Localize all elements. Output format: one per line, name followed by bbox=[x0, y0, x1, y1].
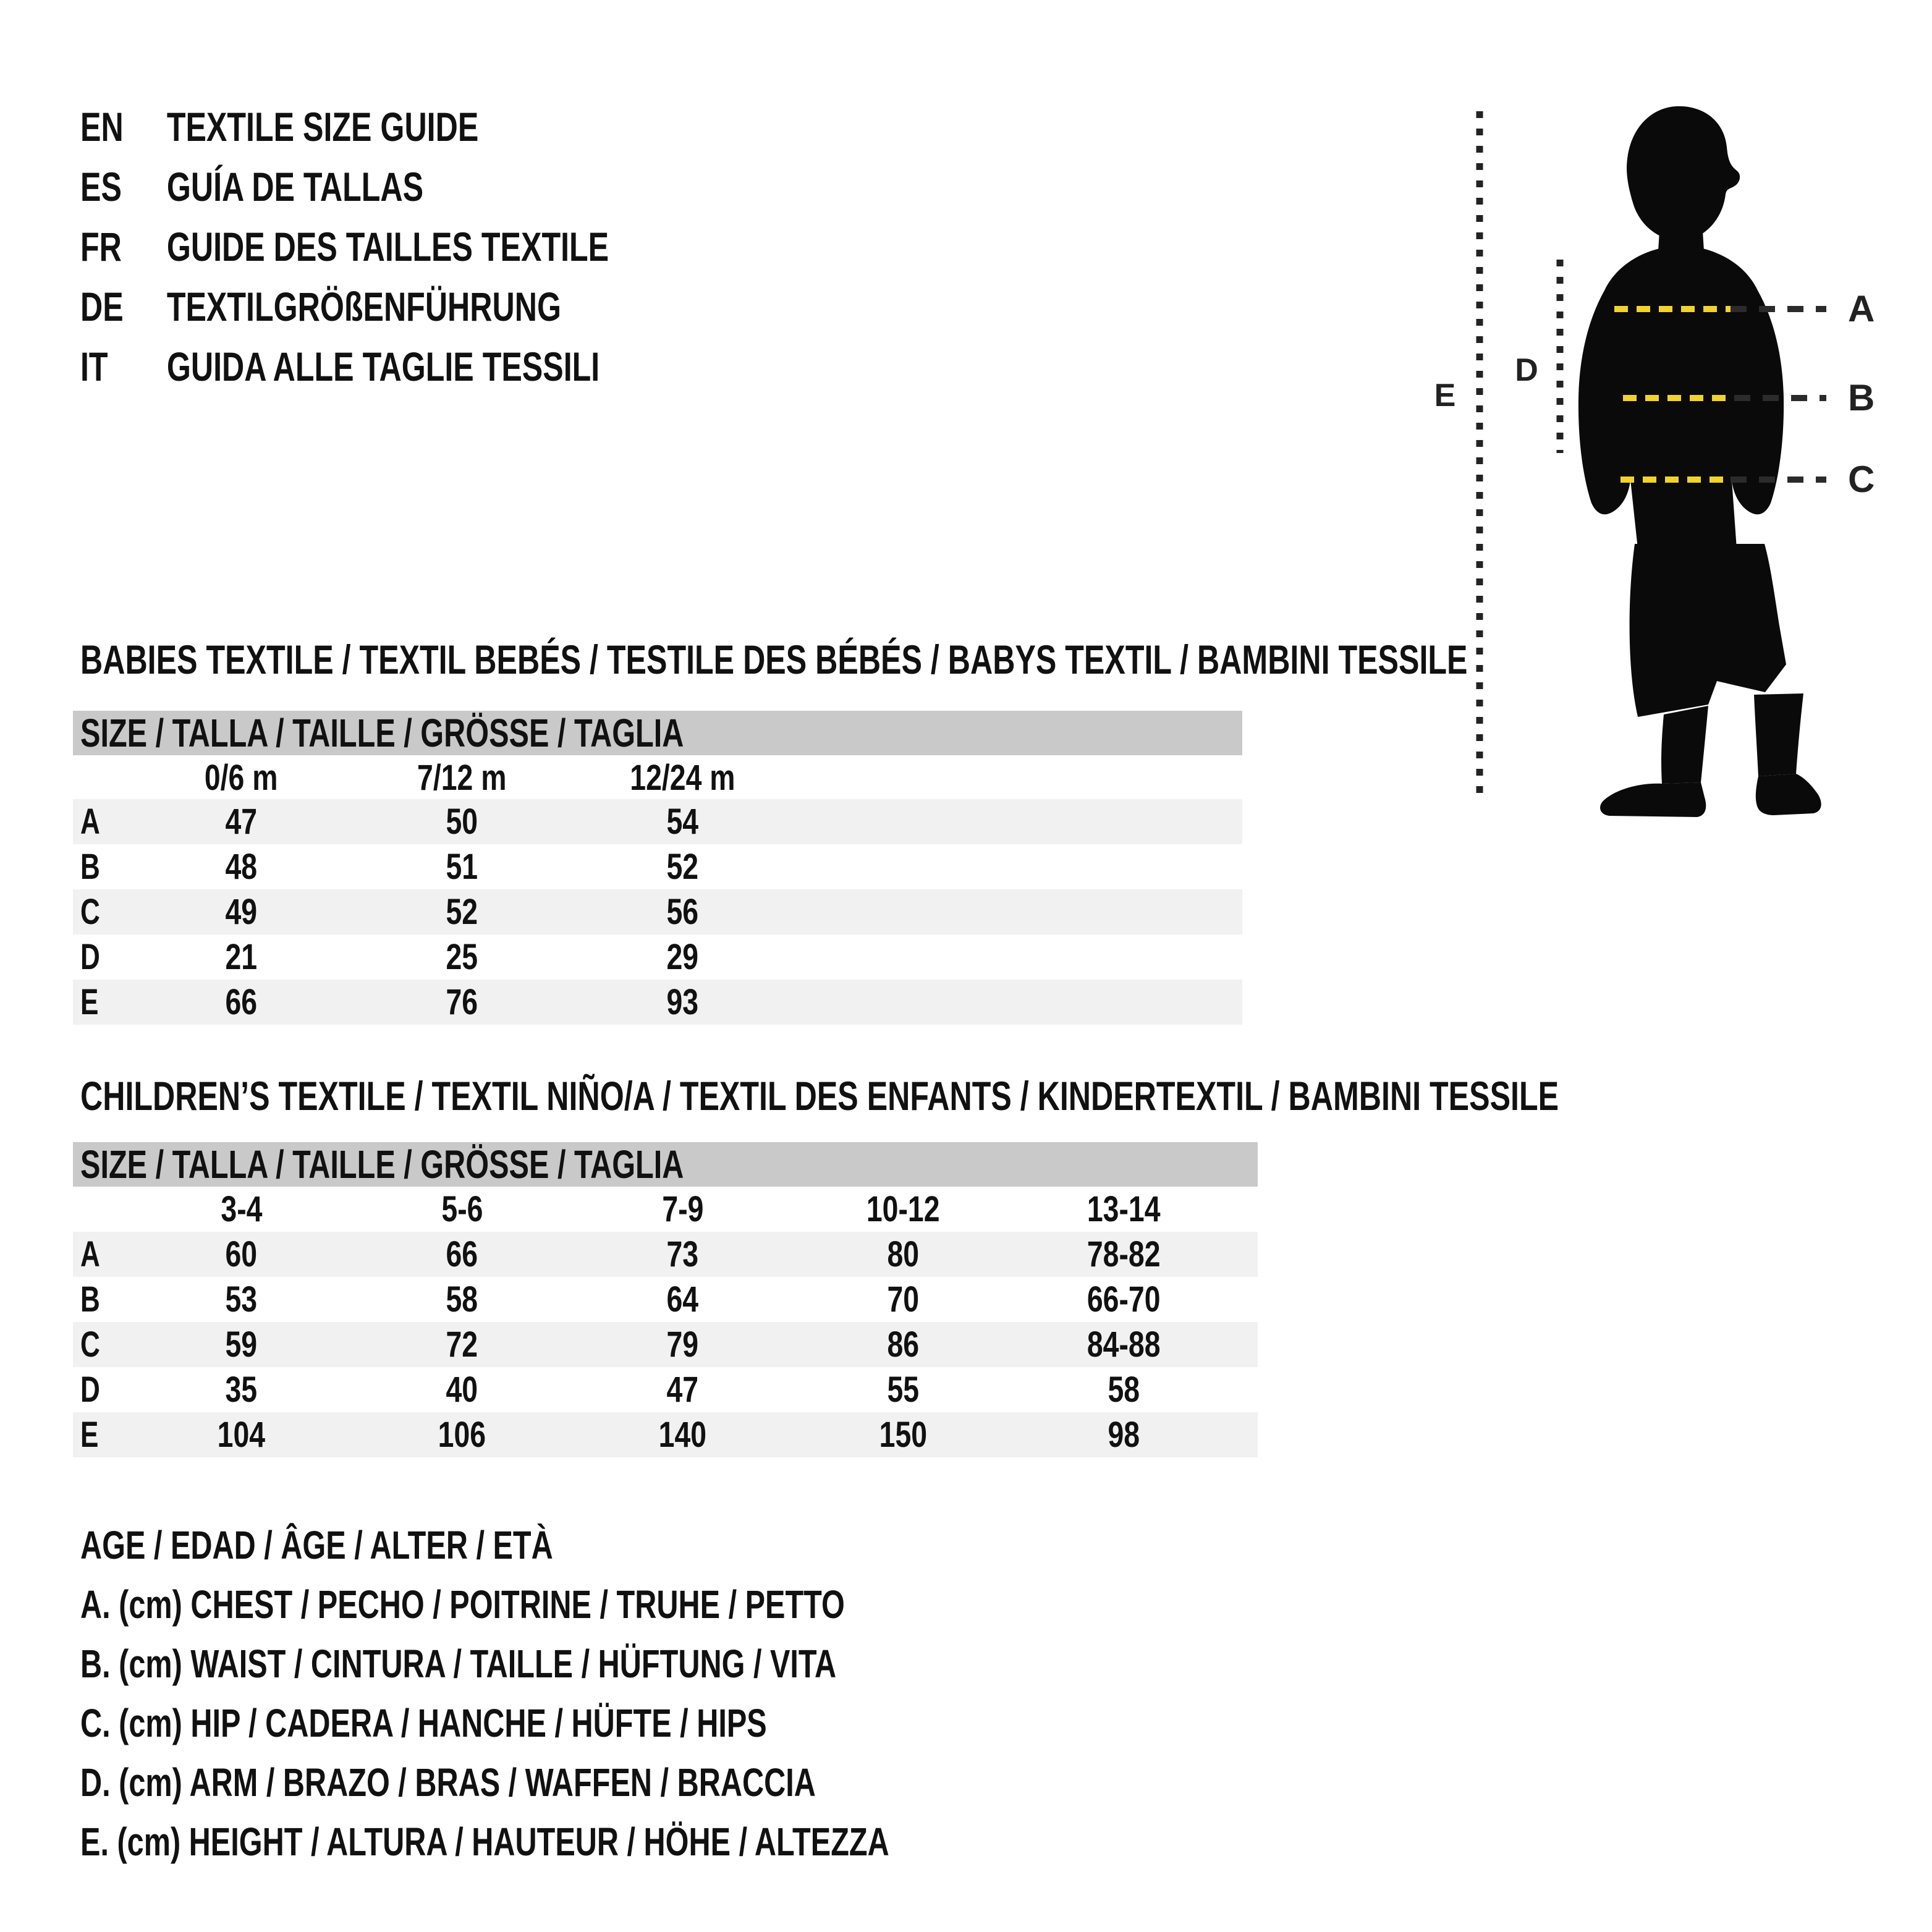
legend-waist-text: B. (cm) WAIST / CINTURA / TAILLE / HÜFTUNG / VITA bbox=[80, 1642, 837, 1686]
babies-heading-text: BABIES TEXTILE / TEXTIL BEBÉS / TESTILE DES BÉBÉS / BABYS TEXTIL / BAMBINI TESSILE bbox=[80, 637, 1468, 682]
language-code: FR bbox=[80, 223, 122, 269]
row-label-text: A bbox=[80, 802, 100, 842]
table-cell bbox=[572, 1369, 793, 1410]
table-cell bbox=[572, 1279, 793, 1320]
legend-chest-text: A. (cm) CHEST / PECHO / POITRINE / TRUHE / PETTO bbox=[80, 1582, 845, 1627]
babies-size-header-bar bbox=[73, 711, 1242, 755]
cell-value: 25 bbox=[446, 937, 478, 977]
cell-value: 52 bbox=[446, 892, 478, 932]
arm-label: D bbox=[1515, 352, 1538, 388]
row-label-text: A bbox=[80, 1234, 100, 1274]
table-row bbox=[73, 844, 1242, 889]
language-row-de bbox=[80, 276, 609, 336]
row-label bbox=[73, 1279, 131, 1320]
babies-column-header bbox=[572, 757, 793, 799]
legend-height bbox=[80, 1812, 1145, 1871]
table-cell bbox=[572, 846, 793, 888]
table-cell bbox=[572, 936, 793, 978]
babies-column-header bbox=[131, 757, 352, 799]
row-label bbox=[73, 891, 131, 933]
cell-value: 47 bbox=[666, 1370, 699, 1410]
table-cell bbox=[1014, 1234, 1234, 1275]
table-cell bbox=[131, 1279, 352, 1320]
table-cell bbox=[131, 801, 352, 842]
children-col-3-4: 3-4 bbox=[220, 1189, 263, 1229]
table-cell bbox=[1014, 1279, 1234, 1320]
table-cell bbox=[131, 981, 352, 1023]
cell-value: 70 bbox=[887, 1279, 920, 1320]
table-cell bbox=[793, 1414, 1014, 1455]
table-row bbox=[73, 1232, 1258, 1277]
cell-value: 35 bbox=[225, 1370, 258, 1410]
row-label-text: C bbox=[80, 1324, 100, 1365]
row-label bbox=[73, 1369, 131, 1410]
cell-value: 104 bbox=[217, 1415, 266, 1455]
silhouette-right-shoe bbox=[1756, 774, 1821, 815]
cell-value: 78-82 bbox=[1087, 1234, 1161, 1274]
table-cell bbox=[352, 1279, 572, 1320]
row-label-text: B bbox=[80, 1279, 100, 1320]
language-code: IT bbox=[80, 343, 108, 389]
language-title: GUÍA DE TALLAS bbox=[166, 163, 424, 210]
table-cell bbox=[793, 1279, 1014, 1320]
cell-value: 84-88 bbox=[1087, 1324, 1161, 1365]
table-cell bbox=[572, 891, 793, 933]
cell-value: 51 bbox=[446, 847, 478, 887]
table-row bbox=[73, 980, 1242, 1025]
table-cell bbox=[572, 1324, 793, 1365]
children-column-header bbox=[352, 1188, 572, 1230]
children-col-7-9: 7-9 bbox=[661, 1189, 704, 1229]
silhouette-left-leg bbox=[1661, 706, 1708, 784]
table-row bbox=[73, 1412, 1258, 1457]
language-title: TEXTILGRÖßENFÜHRUNG bbox=[166, 283, 561, 329]
children-column-header bbox=[572, 1188, 793, 1230]
table-cell bbox=[572, 981, 793, 1023]
children-heading-text: CHILDREN’S TEXTILE / TEXTIL NIÑO/A / TEXTIL DES ENFANTS / KINDERTEXTIL / BAMBINI TESSILE bbox=[80, 1073, 1559, 1119]
children-section-heading bbox=[80, 1074, 1932, 1117]
cell-value: 79 bbox=[666, 1324, 699, 1365]
cell-value: 98 bbox=[1108, 1415, 1140, 1455]
cell-value: 49 bbox=[225, 892, 258, 932]
table-row bbox=[73, 934, 1242, 980]
table-cell bbox=[352, 936, 572, 978]
cell-value: 21 bbox=[225, 937, 258, 977]
table-row bbox=[73, 1367, 1258, 1412]
chest-label: A bbox=[1848, 288, 1875, 329]
cell-value: 52 bbox=[666, 847, 699, 887]
cell-value: 72 bbox=[446, 1324, 478, 1365]
silhouette-torso bbox=[1578, 247, 1784, 559]
legend-arm-text: D. (cm) ARM / BRAZO / BRAS / WAFFEN / BRACCIA bbox=[80, 1760, 816, 1805]
cell-value: 47 bbox=[225, 802, 258, 842]
table-cell bbox=[1014, 1369, 1234, 1410]
table-cell bbox=[352, 1324, 572, 1365]
row-label-text: D bbox=[80, 937, 100, 977]
language-code: ES bbox=[80, 163, 122, 210]
row-label bbox=[73, 936, 131, 978]
silhouette-left-shoe bbox=[1600, 782, 1706, 817]
table-cell bbox=[793, 1324, 1014, 1365]
table-cell bbox=[352, 1414, 572, 1455]
table-cell bbox=[131, 846, 352, 888]
table-cell bbox=[572, 1414, 793, 1455]
children-col-10-12: 10-12 bbox=[866, 1189, 940, 1229]
cell-value: 29 bbox=[666, 937, 699, 977]
cell-value: 58 bbox=[446, 1279, 478, 1320]
table-row bbox=[73, 799, 1242, 844]
table-cell bbox=[131, 1369, 352, 1410]
table-cell bbox=[352, 891, 572, 933]
language-title: GUIDE DES TAILLES TEXTILE bbox=[166, 223, 609, 269]
row-label-text: B bbox=[80, 847, 100, 887]
cell-value: 58 bbox=[1108, 1370, 1140, 1410]
cell-value: 93 bbox=[666, 982, 699, 1022]
cell-value: 64 bbox=[666, 1279, 699, 1320]
silhouette-right-leg bbox=[1754, 693, 1803, 776]
table-cell bbox=[572, 1234, 793, 1275]
cell-value: 53 bbox=[225, 1279, 258, 1320]
table-cell bbox=[352, 846, 572, 888]
cell-value: 150 bbox=[879, 1415, 928, 1455]
row-label bbox=[73, 981, 131, 1023]
babies-column-header bbox=[352, 757, 572, 799]
legend-hip bbox=[80, 1693, 1145, 1753]
language-title-list bbox=[80, 96, 776, 396]
table-cell bbox=[131, 1234, 352, 1275]
children-col-5-6: 5-6 bbox=[441, 1189, 483, 1229]
silhouette-head bbox=[1627, 106, 1740, 241]
row-label bbox=[73, 1414, 131, 1455]
language-title: GUIDA ALLE TAGLIE TESSILI bbox=[166, 343, 600, 389]
row-label-text: C bbox=[80, 892, 100, 932]
children-col-13-14: 13-14 bbox=[1087, 1189, 1161, 1229]
legend-arm bbox=[80, 1753, 1145, 1812]
table-cell bbox=[352, 981, 572, 1023]
row-label bbox=[73, 1324, 131, 1365]
language-code: DE bbox=[80, 283, 124, 329]
table-row bbox=[73, 1277, 1258, 1322]
cell-value: 40 bbox=[446, 1370, 478, 1410]
table-cell bbox=[131, 936, 352, 978]
legend-age bbox=[80, 1515, 1145, 1575]
cell-value: 60 bbox=[225, 1234, 258, 1274]
cell-value: 50 bbox=[446, 802, 478, 842]
table-cell bbox=[131, 1324, 352, 1365]
table-cell bbox=[131, 1414, 352, 1455]
table-row bbox=[73, 1322, 1258, 1367]
children-column-header-row bbox=[73, 1187, 1258, 1232]
measurement-diagram bbox=[1421, 74, 1932, 822]
legend-waist bbox=[80, 1634, 1145, 1693]
height-label: E bbox=[1434, 378, 1456, 413]
cell-value: 66-70 bbox=[1087, 1279, 1161, 1320]
language-title: TEXTILE SIZE GUIDE bbox=[166, 103, 479, 150]
legend-hip-text: C. (cm) HIP / CADERA / HANCHE / HÜFTE / HIPS bbox=[80, 1701, 767, 1745]
cell-value: 54 bbox=[666, 802, 699, 842]
language-row-es bbox=[80, 156, 609, 216]
row-label-text: E bbox=[80, 982, 99, 1022]
table-cell bbox=[352, 801, 572, 842]
waist-label: B bbox=[1848, 377, 1875, 418]
cell-value: 73 bbox=[666, 1234, 699, 1274]
legend-chest bbox=[80, 1575, 1145, 1634]
table-cell bbox=[793, 1234, 1014, 1275]
cell-value: 86 bbox=[887, 1324, 920, 1365]
row-label bbox=[73, 846, 131, 888]
cell-value: 48 bbox=[225, 847, 258, 887]
legend-height-text: E. (cm) HEIGHT / ALTURA / HAUTEUR / HÖHE / ALTEZZA bbox=[80, 1820, 889, 1864]
cell-value: 66 bbox=[225, 982, 258, 1022]
table-row bbox=[73, 889, 1242, 934]
cell-value: 80 bbox=[887, 1234, 920, 1274]
table-cell bbox=[352, 1234, 572, 1275]
babies-section-heading bbox=[80, 638, 1905, 681]
row-label bbox=[73, 1234, 131, 1275]
table-cell bbox=[572, 801, 793, 842]
babies-col-7-12m: 7/12 m bbox=[417, 757, 507, 798]
babies-column-header-row bbox=[73, 756, 1242, 799]
language-row-it bbox=[80, 336, 609, 396]
row-label-text: E bbox=[80, 1415, 99, 1455]
cell-value: 140 bbox=[658, 1415, 707, 1455]
hip-label: C bbox=[1848, 459, 1875, 500]
babies-size-header-text: SIZE / TALLA / TAILLE / GRÖSSE / TAGLIA bbox=[80, 711, 684, 755]
babies-col-12-24m: 12/24 m bbox=[630, 757, 735, 798]
table-cell bbox=[793, 1369, 1014, 1410]
language-row-fr bbox=[80, 216, 609, 276]
babies-col-0-6m: 0/6 m bbox=[205, 757, 278, 798]
language-code: EN bbox=[80, 103, 124, 150]
table-cell bbox=[1014, 1414, 1234, 1455]
cell-value: 76 bbox=[446, 982, 478, 1022]
cell-value: 55 bbox=[887, 1370, 920, 1410]
child-silhouette bbox=[1578, 106, 1821, 817]
cell-value: 56 bbox=[666, 892, 699, 932]
children-column-header bbox=[793, 1188, 1014, 1230]
children-size-header-text: SIZE / TALLA / TAILLE / GRÖSSE / TAGLIA bbox=[80, 1142, 684, 1187]
measurement-legend bbox=[80, 1515, 1145, 1871]
children-size-header-bar bbox=[73, 1142, 1258, 1187]
children-column-header bbox=[1014, 1188, 1234, 1230]
cell-value: 66 bbox=[446, 1234, 478, 1274]
row-label bbox=[73, 801, 131, 842]
cell-value: 59 bbox=[225, 1324, 258, 1365]
legend-age-text: AGE / EDAD / ÂGE / ALTER / ETÀ bbox=[80, 1523, 553, 1567]
silhouette-shorts bbox=[1630, 544, 1786, 717]
language-row-en bbox=[80, 96, 609, 156]
table-cell bbox=[1014, 1324, 1234, 1365]
children-column-header bbox=[131, 1188, 352, 1230]
row-label-text: D bbox=[80, 1370, 100, 1410]
cell-value: 106 bbox=[438, 1415, 486, 1455]
table-cell bbox=[131, 891, 352, 933]
table-cell bbox=[352, 1369, 572, 1410]
